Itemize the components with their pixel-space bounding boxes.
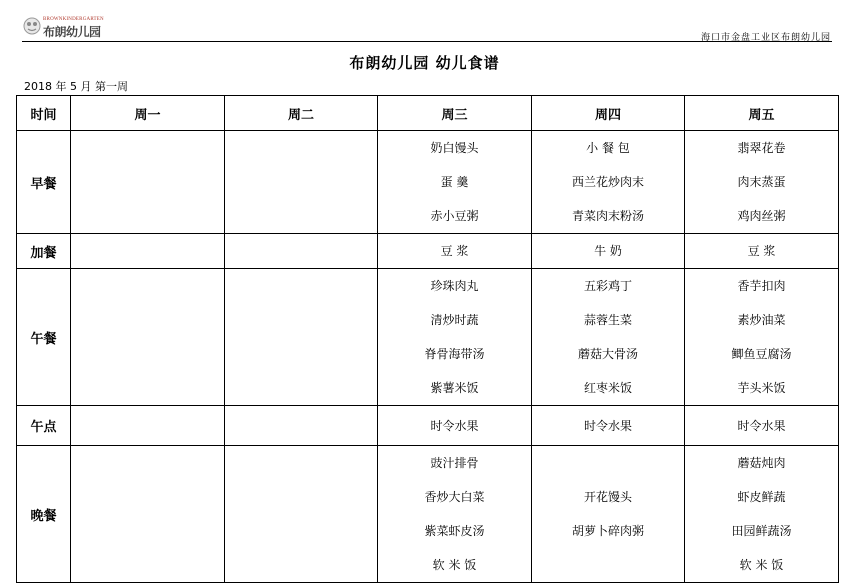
- table-header-row: [17, 96, 839, 131]
- menu-cell-mon: [71, 446, 225, 583]
- menu-cell-mon: [71, 131, 225, 234]
- dish-item: 蘑菇炖肉: [737, 456, 786, 470]
- menu-cell-mon: [71, 269, 225, 406]
- dish-item: 西兰花炒肉末: [571, 175, 644, 189]
- menu-cell-thu: [532, 131, 685, 234]
- header-address: 海口市金盘工业区布朗幼儿园: [700, 33, 831, 43]
- column-header-mon: 周一: [71, 96, 225, 131]
- dish-item: 鲫鱼豆腐汤: [731, 347, 792, 361]
- dish-item: 胡萝卜碎肉粥: [571, 524, 644, 538]
- meal-label: 加餐: [17, 234, 71, 269]
- dish-item: 时令水果: [583, 418, 632, 433]
- dish-item: 赤小豆粥: [430, 209, 479, 223]
- menu-cell-tue: [225, 446, 378, 583]
- meal-label: 午餐: [17, 269, 71, 406]
- dish-item: 蘑菇大骨汤: [577, 347, 638, 361]
- dish-item: 豉汁排骨: [430, 456, 479, 470]
- logo: [22, 14, 112, 40]
- table-row: [17, 269, 839, 406]
- dish-item: 开花馒头: [583, 490, 632, 504]
- logo-english-text: BROWNKINDERGARTEN: [43, 17, 104, 22]
- dish-item: 香炒大白菜: [424, 490, 485, 504]
- table-row: [17, 406, 839, 446]
- table-row: [17, 131, 839, 234]
- logo-chinese-text: 布朗幼儿园: [43, 25, 101, 39]
- dish-item: 脊骨海带汤: [424, 347, 485, 361]
- dish-item: 芋头米饭: [737, 381, 786, 395]
- menu-cell-tue: [225, 406, 378, 446]
- table-row: [17, 446, 839, 583]
- menu-cell-tue: [225, 234, 378, 269]
- menu-table-body: [17, 131, 839, 583]
- dish-item: 蛋 羹: [440, 175, 469, 189]
- menu-cell-mon: [71, 234, 225, 269]
- dish-item: 五彩鸡丁: [583, 279, 632, 293]
- dish-item: 翡翠花卷: [737, 141, 786, 155]
- dish-item: 时令水果: [737, 418, 786, 433]
- dish-item: 紫薯米饭: [430, 381, 479, 395]
- header-divider: [22, 41, 832, 42]
- menu-cell-fri: [685, 269, 839, 406]
- dish-item: 软 米 饭: [739, 558, 784, 572]
- menu-cell-tue: [225, 269, 378, 406]
- dish-item: 青菜肉末粉汤: [571, 209, 644, 223]
- column-header-time: 时间: [17, 96, 71, 131]
- dish-item: 素炒油菜: [737, 313, 786, 327]
- menu-cell-mon: [71, 406, 225, 446]
- dish-item: [532, 548, 684, 582]
- dish-item: 软 米 饭: [432, 558, 477, 572]
- menu-cell-fri: [685, 131, 839, 234]
- dish-item: 蒜蓉生菜: [583, 313, 632, 327]
- menu-cell-tue: [225, 131, 378, 234]
- kindergarten-logo-icon: [22, 16, 42, 36]
- menu-cell-wed: [378, 406, 532, 446]
- meal-label: 早餐: [17, 131, 71, 234]
- table-row: [17, 234, 839, 269]
- dish-item: 虾皮鲜蔬: [737, 490, 786, 504]
- dish-item: 紫菜虾皮汤: [424, 524, 485, 538]
- menu-cell-fri: [685, 446, 839, 583]
- dish-item: 时令水果: [430, 418, 479, 433]
- dish-item: 红枣米饭: [583, 381, 632, 395]
- dish-item: 豆 浆: [440, 244, 469, 258]
- dish-item: 鸡肉丝粥: [737, 209, 786, 223]
- dish-item: 田园鲜蔬汤: [731, 524, 792, 538]
- column-header-wed: 周三: [378, 96, 532, 131]
- dish-item: 小 餐 包: [586, 141, 630, 155]
- menu-cell-wed: [378, 269, 532, 406]
- meal-label: 午点: [17, 406, 71, 446]
- dish-item: 牛 奶: [594, 244, 622, 258]
- menu-cell-wed: [378, 131, 532, 234]
- column-header-thu: 周四: [532, 96, 685, 131]
- date-week-label: 2018 年 5 月 第一周: [24, 80, 128, 93]
- column-header-fri: 周五: [685, 96, 839, 131]
- menu-cell-thu: [532, 446, 685, 583]
- menu-cell-thu: [532, 269, 685, 406]
- dish-item: 奶白馒头: [430, 141, 479, 155]
- dish-item: 珍珠肉丸: [430, 279, 479, 293]
- dish-item: 清炒时蔬: [430, 313, 479, 327]
- menu-cell-fri: [685, 234, 839, 269]
- page-title: 布朗幼儿园 幼儿食谱: [349, 54, 500, 72]
- menu-cell-thu: [532, 406, 685, 446]
- dish-item: 肉末蒸蛋: [737, 175, 786, 189]
- dish-item: 豆 浆: [747, 244, 776, 258]
- dish-item: 香芋扣肉: [737, 279, 786, 293]
- menu-table: [16, 95, 839, 583]
- meal-label: 晚餐: [17, 446, 71, 583]
- menu-cell-fri: [685, 406, 839, 446]
- column-header-tue: 周二: [225, 96, 378, 131]
- menu-cell-thu: [532, 234, 685, 269]
- dish-item: [532, 446, 684, 480]
- menu-cell-wed: [378, 234, 532, 269]
- menu-cell-wed: [378, 446, 532, 583]
